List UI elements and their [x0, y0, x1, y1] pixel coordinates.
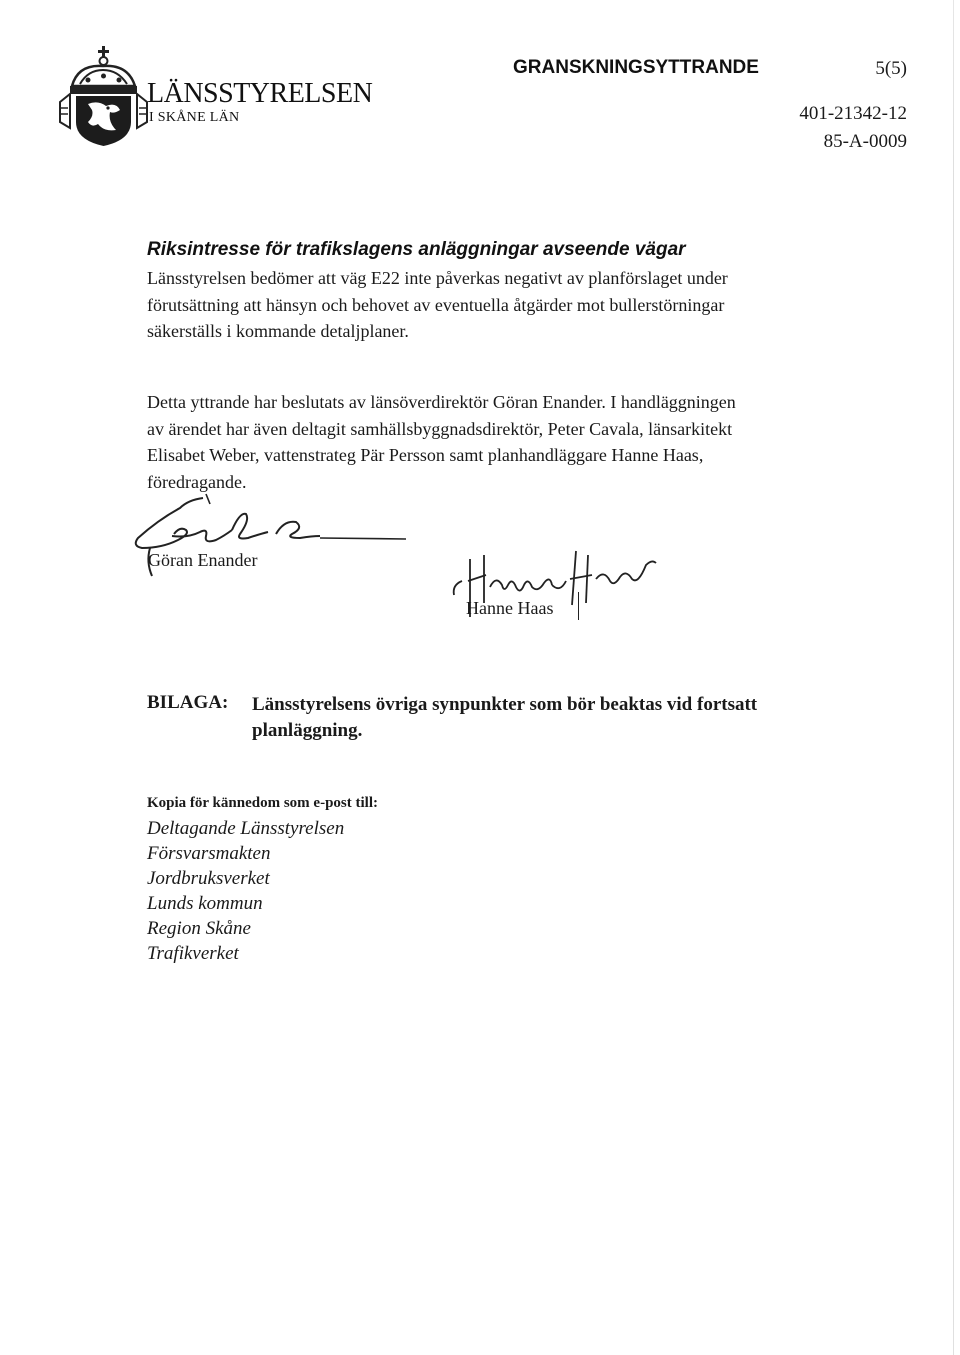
- reference-number: 401-21342-12: [799, 103, 907, 124]
- paragraph-line: säkerställs i kommande detaljplaner.: [147, 321, 409, 341]
- paragraph-line: föredragande.: [147, 471, 247, 492]
- signature-stroke: [578, 592, 579, 620]
- list-item: Jordbruksverket: [147, 868, 270, 889]
- organization-name: LÄNSSTYRELSEN: [147, 78, 373, 109]
- list-item: Trafikverket: [147, 943, 239, 964]
- attachment-label: BILAGA:: [147, 692, 229, 713]
- paragraph-road-assessment: [147, 265, 847, 345]
- section-heading: Riksintresse för trafikslagens anläggningar avseende vägar: [147, 239, 686, 260]
- document-type: GRANSKNINGSYTTRANDE: [513, 57, 759, 78]
- copies-recipient-list: [147, 816, 344, 966]
- copies-heading: Kopia för kännedom som e-post till:: [147, 795, 378, 811]
- list-item: Region Skåne: [147, 918, 251, 939]
- paragraph-line: Elisabet Weber, vattenstrateg Pär Persson samt planhandläggare Hanne Haas,: [147, 445, 704, 465]
- paragraph-decision: [147, 389, 847, 495]
- list-item: Lunds kommun: [147, 893, 263, 914]
- page-number: 5(5): [875, 58, 907, 79]
- paragraph-line: Detta yttrande har beslutats av länsöverdirektör Göran Enander. I handläggningen: [147, 392, 736, 412]
- scan-edge-divider: [953, 0, 954, 1355]
- paragraph-line: av ärendet har även deltagit samhällsbyggnadsdirektör, Peter Cavala, länsarkitekt: [147, 418, 733, 439]
- crown-shield-icon: [58, 44, 150, 148]
- organization-subtitle: I SKÅNE LÄN: [149, 110, 240, 125]
- list-item: Försvarsmakten: [147, 843, 271, 864]
- reference-code: 85-A-0009: [823, 131, 907, 152]
- signatory-name-1: Göran Enander: [148, 550, 258, 570]
- list-item: Deltagande Länsstyrelsen: [147, 818, 345, 839]
- signatory-name-2: Hanne Haas: [466, 598, 554, 618]
- coat-of-arms-logo: [58, 44, 150, 148]
- attachment-description: Länsstyrelsens övriga synpunkter som bör beaktas vid fortsatt planläggning.: [252, 694, 758, 741]
- paragraph-line: förutsättning att hänsyn och behovet av eventuella åtgärder mot bullerstörningar: [147, 294, 725, 315]
- paragraph-line: Länsstyrelsen bedömer att väg E22 inte påverkas negativt av planförslaget under: [147, 268, 728, 288]
